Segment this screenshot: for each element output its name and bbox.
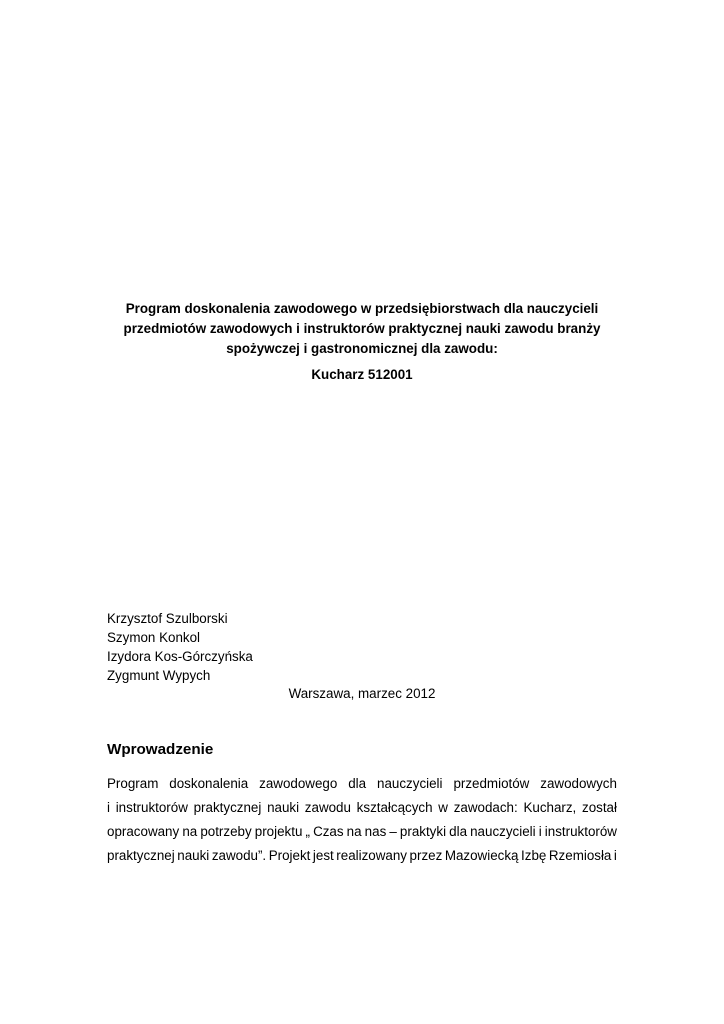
- paragraph-word: praktycznej: [107, 848, 175, 863]
- author-name: Szymon Konkol: [107, 630, 201, 645]
- paragraph-word: kształcących: [356, 800, 433, 815]
- paragraph-word: na: [346, 824, 362, 839]
- paragraph-word: Izbę: [521, 848, 547, 863]
- paragraph-word: zawodu”.: [211, 848, 267, 863]
- place-and-date: Warszawa, marzec 2012: [288, 686, 436, 701]
- title-line-2: przedmiotów zawodowych i instruktorów praktycznej nauki zawodu branży: [123, 321, 601, 336]
- author-list: [107, 609, 253, 685]
- document-title: [108, 299, 616, 359]
- paragraph-word: na: [182, 824, 198, 839]
- paragraph-word: –: [389, 824, 397, 839]
- paragraph-word: dla: [449, 824, 468, 839]
- paragraph-word: „: [305, 824, 310, 839]
- paragraph-word: Czas: [313, 824, 344, 839]
- paragraph-word: zawodach:: [453, 800, 518, 815]
- paragraph-word: i: [613, 848, 617, 863]
- paragraph-word: Mazowiecką: [444, 848, 519, 863]
- intro-paragraph: [107, 772, 617, 868]
- paragraph-word: zawodowych: [540, 776, 617, 791]
- paragraph-word: jest: [312, 848, 334, 863]
- paragraph-word: realizowany: [336, 848, 407, 863]
- paragraph-word: i: [538, 824, 542, 839]
- paragraph-word: instruktorów: [115, 800, 188, 815]
- paragraph-word: zawodowego: [259, 776, 338, 791]
- author-name: Krzysztof Szulborski: [107, 611, 228, 626]
- paragraph-word: Projekt: [268, 848, 311, 863]
- paragraph-word: praktycznej: [193, 800, 262, 815]
- author-name: Zygmunt Wypych: [107, 668, 211, 683]
- paragraph-line: [107, 796, 617, 820]
- paragraph-word: opracowany: [107, 824, 180, 839]
- paragraph-word: zawodu: [304, 800, 351, 815]
- author-name: Izydora Kos-Górczyńska: [107, 649, 253, 664]
- paragraph-word: Kucharz,: [523, 800, 577, 815]
- paragraph-word: i: [107, 800, 110, 815]
- paragraph-word: instruktorów: [544, 824, 617, 839]
- paragraph-word: nauczycieli: [470, 824, 536, 839]
- paragraph-word: nauczycieli: [377, 776, 443, 791]
- paragraph-word: projektu: [254, 824, 303, 839]
- paragraph-line: [107, 772, 617, 796]
- title-line-3: spożywczej i gastronomicznej dla zawodu:: [226, 341, 498, 356]
- paragraph-word: nauki: [177, 848, 210, 863]
- paragraph-word: w: [438, 800, 448, 815]
- paragraph-word: został: [582, 800, 617, 815]
- paragraph-word: dla: [348, 776, 367, 791]
- paragraph-word: nauki: [267, 800, 300, 815]
- paragraph-word: praktyki: [399, 824, 447, 839]
- paragraph-word: Program: [107, 776, 159, 791]
- paragraph-word: potrzeby: [200, 824, 252, 839]
- paragraph-word: doskonalenia: [169, 776, 249, 791]
- section-heading: Wprowadzenie: [107, 741, 214, 758]
- paragraph-word: przez: [409, 848, 443, 863]
- paragraph-word: nas: [364, 824, 387, 839]
- paragraph-word: Rzemiosła: [548, 848, 612, 863]
- paragraph-word: przedmiotów: [453, 776, 530, 791]
- paragraph-line: [107, 844, 617, 868]
- title-line-1: Program doskonalenia zawodowego w przedsiębiorstwach dla nauczycieli: [125, 301, 599, 316]
- paragraph-line: [107, 820, 617, 844]
- document-subtitle: Kucharz 512001: [311, 367, 413, 382]
